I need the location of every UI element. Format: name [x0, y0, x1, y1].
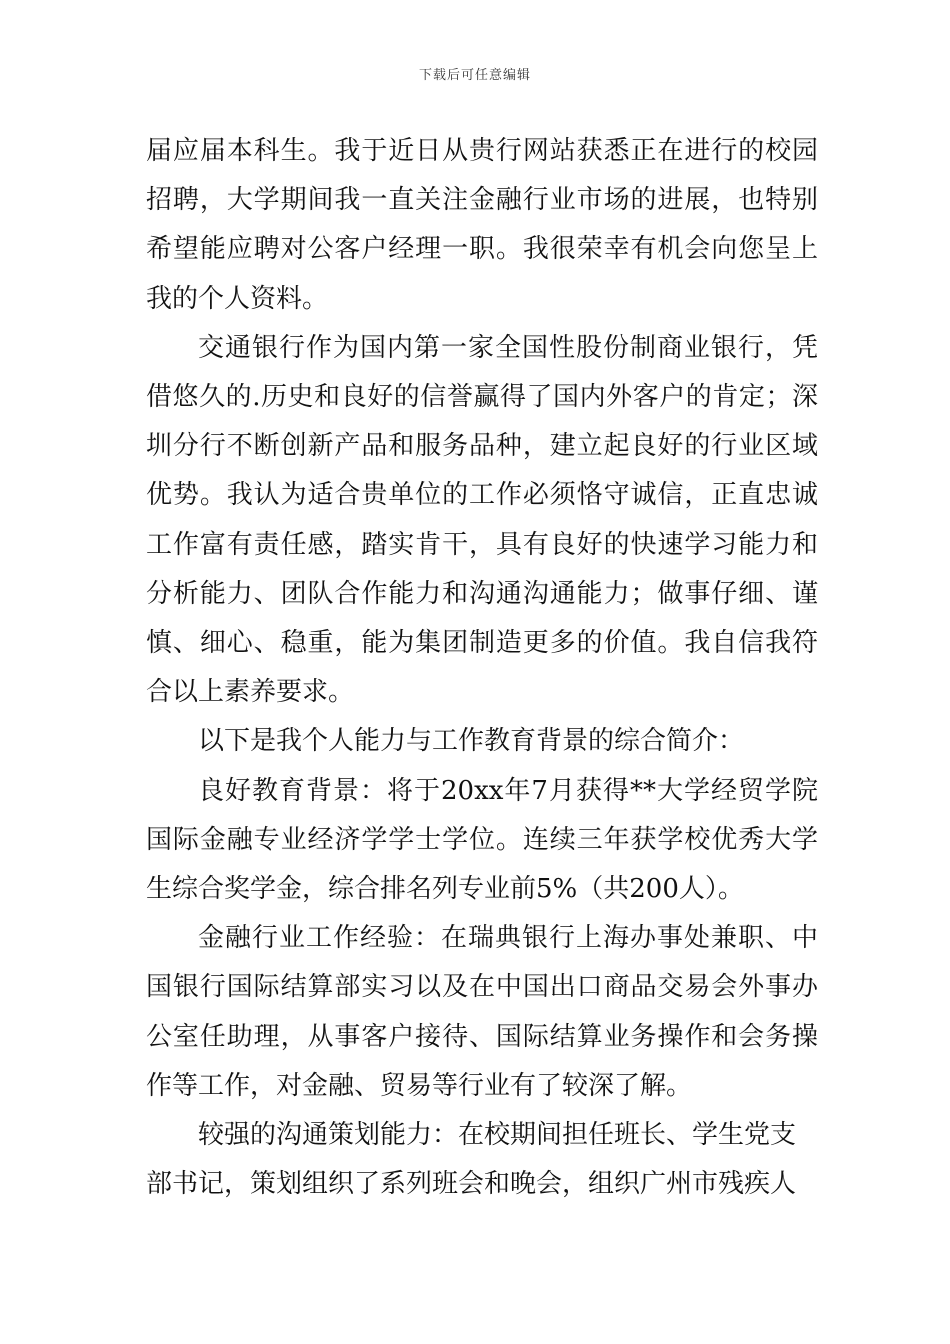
page-header: 下载后可任意编辑: [418, 68, 531, 83]
paragraph-education: 良好教育背景：将于20xx年7月获得**大学经贸学院国际金融专业经济学学士学位。连续三年获学校优秀大学生综合奖学金，综合排名列专业前5%（共200人）。: [146, 775, 818, 905]
paragraph-bank-background: 交通银行作为国内第一家全国性股份制商业银行，凭借悠久的.历史和良好的信誉赢得了国内外客户的肯定；深圳分行不断创新产品和服务品种，建立起良好的行业区域优势。我认为适合贵单位的工作必须恪守诚信，正直忠诚工作富有责任感，踏实肯干，具有良好的快速学习能力和分析能力、团队合作能力和沟通沟通能力；做事仔细、谨慎、细心、稳重，能为集团制造更多的价值。我自信我符合以上素养要求。: [146, 332, 818, 708]
paragraph-work-experience: 金融行业工作经验：在瑞典银行上海办事处兼职、中国银行国际结算部实习以及在中国出口商品交易会外事办公室任助理，从事客户接待、国际结算业务操作和会务操作等工作，对金融、贸易等行业有了较深了解。: [146, 923, 818, 1101]
paragraph-intro-continuation: 届应届本科生。我于近日从贵行网站获悉正在进行的校园招聘，大学期间我一直关注金融行业市场的进展，也特别希望能应聘对公客户经理一职。我很荣幸有机会向您呈上我的个人资料。: [146, 136, 818, 314]
paragraph-communication-skills: 较强的沟通策划能力：在校期间担任班长、学生党支部书记，策划组织了系列班会和晚会，组织广州市残疾人: [146, 1120, 797, 1200]
paragraph-summary-intro: 以下是我个人能力与工作教育背景的综合简介：: [198, 726, 745, 757]
document-body: [146, 127, 818, 1209]
